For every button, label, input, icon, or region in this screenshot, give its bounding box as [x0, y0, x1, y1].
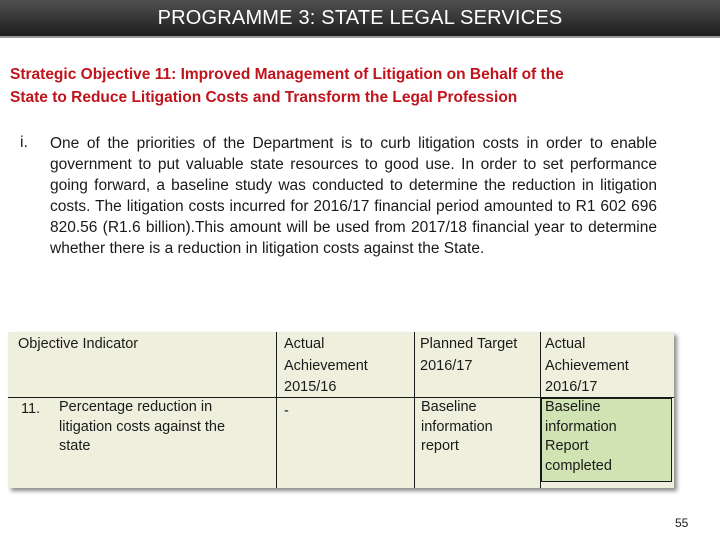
row-indicator: Percentage reduction in litigation costs against the state: [59, 399, 226, 454]
table-divider-1: [276, 332, 277, 488]
slide-title-bar: [0, 0, 720, 38]
slide-title: PROGRAMME 3: STATE LEGAL SERVICES: [157, 6, 563, 29]
objective-line-1: Strategic Objective 11: Improved Management of Litigation on Behalf of the: [10, 66, 564, 83]
row-actual-2015-16: -: [284, 403, 289, 419]
table-divider-2: [414, 332, 415, 488]
header-actual-2015-16: Actual Achievement 2015/16: [284, 336, 368, 395]
header-planned-target-2016-17: Planned Target 2016/17: [420, 336, 518, 374]
row-actual-2016-17: Baseline information Report completed: [545, 399, 617, 474]
paragraph-marker: i.: [20, 134, 28, 151]
row-number: 11.: [21, 401, 41, 417]
body-paragraph: One of the priorities of the Department is to curb litigation costs in order to enable government to put valuable state resources to good use. In order to set performance going forward, a baseline study was conducted to determine the reduction in litigation costs. The litigation costs incurred for 2016/17 financial period amounted to R1 602 696 820.56 (R1.6 billion).This amount will be used from 2017/18 financial year to determine whether there is a reduction in litigation costs against the State.: [50, 135, 657, 257]
strategic-objective-heading: [10, 63, 700, 109]
header-objective-indicator: Objective Indicator: [18, 336, 139, 352]
row-planned-2016-17: Baseline information report: [421, 399, 493, 454]
header-actual-2016-17: Actual Achievement 2016/17: [545, 336, 629, 395]
page-number: 55: [675, 516, 689, 530]
objective-line-2: State to Reduce Litigation Costs and Transform the Legal Profession: [10, 89, 518, 106]
